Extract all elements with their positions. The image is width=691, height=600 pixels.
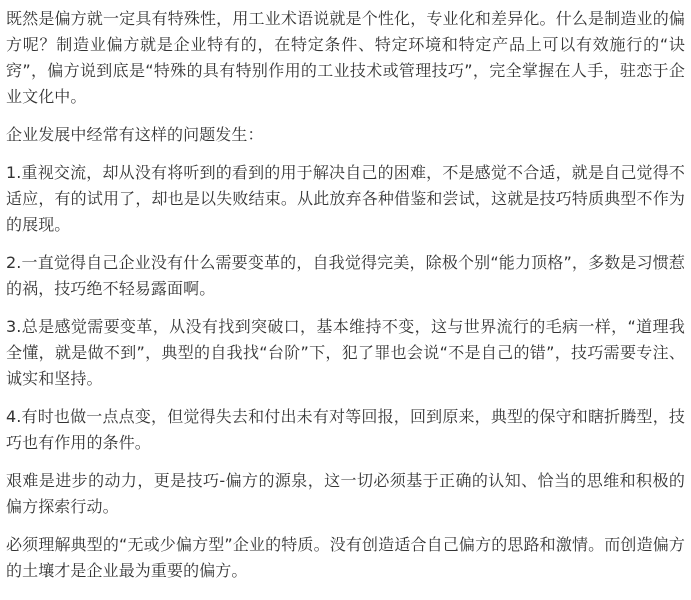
paragraph-problem-2: 2.一直觉得自己企业没有什么需要变革的，自我觉得完美，除极个别“能力顶格”，多数是习惯惹的祸，技巧绝不轻易露面啊。 xyxy=(6,253,685,298)
paragraph-conclusion: 必须理解典型的“无或少偏方型”企业的特质。没有创造适合自己偏方的思路和激情。而创造偏方的土壤才是企业最为重要的偏方。 xyxy=(6,535,685,580)
paragraph-difficulty: 艰难是进步的动力，更是技巧-偏方的源泉，这一切必须基于正确的认知、恰当的思维和积极的偏方探索行动。 xyxy=(6,471,685,516)
paragraph-problem-3: 3.总是感觉需要变革，从没有找到突破口，基本维持不变，这与世界流行的毛病一样，“道理我全懂，就是做不到”，典型的自我找“台阶”下，犯了罪也会说“不是自己的错”，技巧需要专注、诚实和坚持。 xyxy=(6,317,685,388)
paragraph-problem-4: 4.有时也做一点点变，但觉得失去和付出未有对等回报，回到原来，典型的保守和瞎折腾型，技巧也有作用的条件。 xyxy=(6,407,685,452)
paragraph-intro: 既然是偏方就一定具有特殊性，用工业术语说就是个性化，专业化和差异化。什么是制造业的偏方呢？制造业偏方就是企业特有的，在特定条件、特定环境和特定产品上可以有效施行的“诀窍”，偏方说到底是“特殊的具有特别作用的工业技术或管理技巧”，完全掌握在人手，驻恋于企业文化中。 xyxy=(6,9,685,106)
paragraph-problems-heading: 企业发展中经常有这样的问题发生： xyxy=(6,125,264,144)
paragraph-problem-1: 1.重视交流，却从没有将听到的看到的用于解决自己的困难，不是感觉不合适，就是自己觉得不适应，有的试用了，却也是以失败结束。从此放弃各种借鉴和尝试，这就是技巧特质典型不作为的展现。 xyxy=(6,163,685,234)
